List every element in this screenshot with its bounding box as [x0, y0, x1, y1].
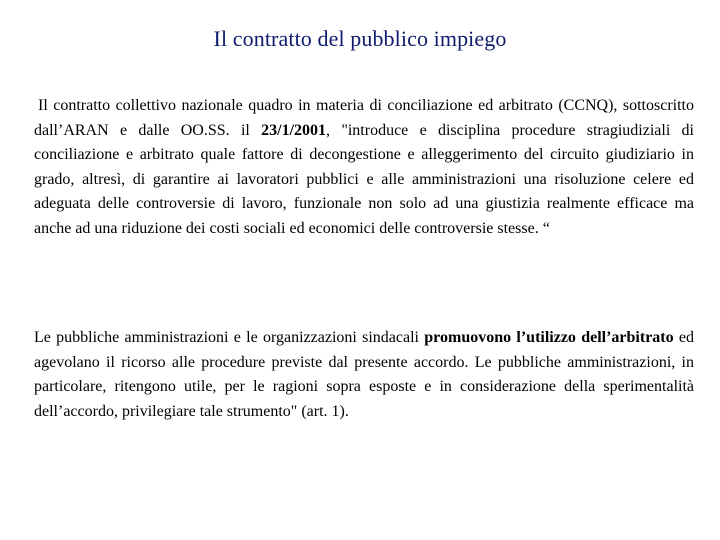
paragraph-2-text-end: ed agevolano il ricorso alle procedure previste dal presente accordo. Le pubbliche amministrazioni, in particolare, ritengono utile, per le ragioni sopra esposte e in considerazione della sperimentalità dell’accordo, privilegiare tale strumento" (art. 1). — [34, 329, 695, 420]
paragraph-2-text-start: Le pubbliche amministrazioni e le organizzazioni sindacali — [34, 329, 425, 346]
paragraph-ccnq-description — [34, 94, 694, 241]
arbitration-emphasis: promuovono l’utilizzo dell’arbitrato — [424, 329, 674, 346]
agreement-date: 23/1/2001 — [261, 121, 327, 139]
paragraph-1-text-start: Il contratto collettivo nazionale quadro in materia di conciliazione ed arbitrato (CCNQ), sottoscritto dall’ARAN e dalle OO.SS. il — [34, 97, 694, 139]
paragraph-1-text-end: , "introduce e disciplina procedure stragiudiziali di conciliazione e arbitrato quale fattore di decongestione e alleggerimento del circuito giudiziario in grado, altresì, di garantire ai lavoratori pubblici e alle amministrazioni una risoluzione celere ed adeguata delle controversie di lavoro, funzionale non solo ad una giustizia realmente efficace ma anche ad una riduzione dei costi sociali ed economici delle controversie stesse. “ — [34, 121, 695, 237]
slide-title: Il contratto del pubblico impiego — [213, 26, 507, 51]
paragraph-arbitration-promotion — [34, 326, 694, 424]
